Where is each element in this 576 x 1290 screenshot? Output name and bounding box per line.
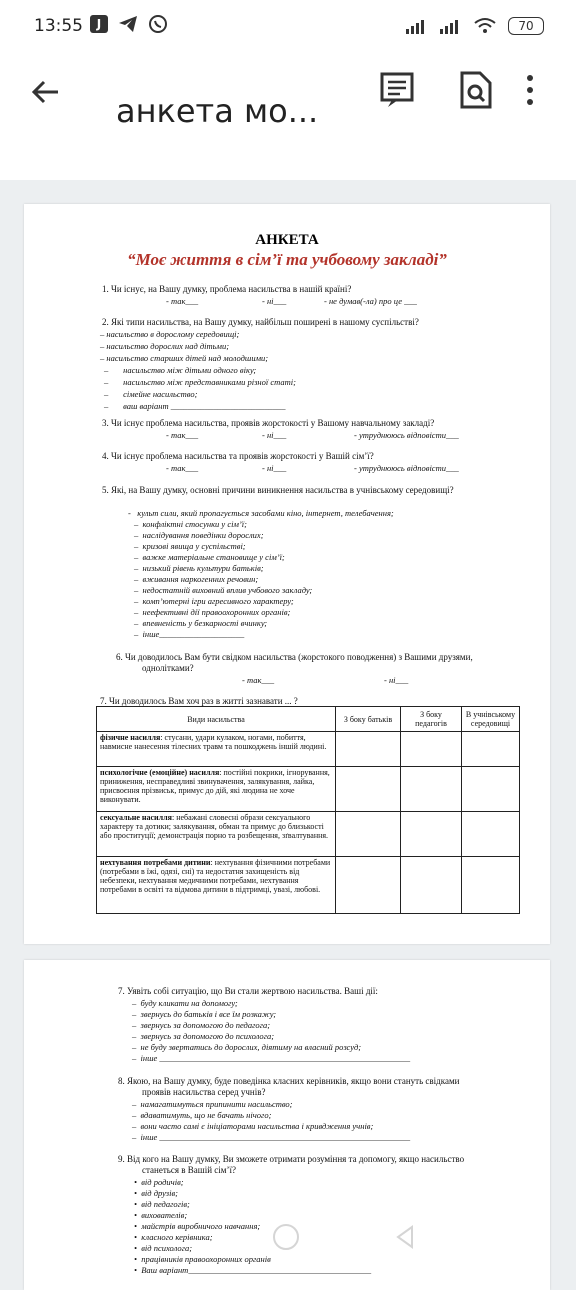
battery-indicator: 70 [508, 17, 544, 35]
table-cell-empty [462, 732, 520, 767]
back-nav-icon[interactable] [390, 1222, 420, 1252]
q4-option: - ні___ [262, 463, 287, 473]
status-bar [0, 0, 576, 56]
question-7b: 7. Уявіть собі ситуацію, що Ви стали жертвою насильства. Ваші дії: [118, 986, 378, 996]
app-notification-icon: J [90, 15, 108, 33]
q1-option: - так___ [166, 296, 199, 306]
q3-option: - утруднююсь відповісти___ [354, 430, 459, 440]
table-cell-empty [336, 812, 401, 857]
q8-option: – інше ___________________________________________________________ [132, 1132, 411, 1142]
table-cell-empty [401, 812, 462, 857]
q2-option: – насильство між представниками різної статі; [104, 377, 296, 387]
telegram-icon [118, 15, 138, 33]
q9-option: • вихователів; [134, 1210, 188, 1220]
document-title: анкета мо... [116, 92, 319, 130]
q5-option: – наслідування поведінки дорослих; [134, 530, 264, 540]
q5-option: – вживання наркогенних речовин; [134, 574, 259, 584]
table-cell-empty [401, 767, 462, 812]
q1-option: - не думав(-ла) про це ___ [324, 296, 417, 306]
table-cell: фізичне насилля: стусани, удари кулаком, ногами, побиття, навмисне нанесення тілесних травм та пошкоджень іншій людині. [97, 732, 336, 767]
q4-option: - утруднююсь відповісти___ [354, 463, 459, 473]
q9-option: • класного керівника; [134, 1232, 213, 1242]
question-9-cont: станеться в Вашій сім’ї? [142, 1165, 236, 1175]
q5-option: – впевненість у безкарності вчинку; [134, 618, 268, 628]
q5-option: - культ сили, який пропагується засобами кіно, інтернет, телебачення; [128, 508, 394, 518]
table-cell-empty [401, 857, 462, 914]
table-cell: сексуальне насилля: небажані словесні образи сексуального характеру та дотики; залякування, обман та примус до близькості або проституції; демонстрація порно та розбещення, зґвалтування. [97, 812, 336, 857]
q9-option: • працівників правоохоронних органів [134, 1254, 271, 1264]
wifi-icon [474, 17, 496, 35]
app-bar [0, 56, 576, 180]
q7b-option: – інше ___________________________________________________________ [132, 1053, 411, 1063]
q5-option: – неефективні дії правоохоронних органів; [134, 607, 291, 617]
question-8-cont: проявів насильства серед учнів? [142, 1087, 266, 1097]
table-header: З боку батьків [336, 707, 401, 732]
q2-option: – ваш варіант ___________________________ [104, 401, 286, 411]
q9-option: • від педагогів; [134, 1199, 190, 1209]
q6-option: - так___ [242, 675, 275, 685]
question-2: 2. Які типи насильства, на Вашу думку, найбільш поширені в нашому суспільстві? [102, 317, 419, 327]
table-cell-empty [462, 857, 520, 914]
q7b-option: – не буду звертатись до дорослих, діятиму на власний розсуд; [132, 1042, 362, 1052]
q5-option: – конфліктні стосунки у сім’ї; [134, 519, 247, 529]
question-5: 5. Які, на Вашу думку, основні причини виникнення насильства в учнівському середовищі? [102, 485, 454, 495]
table-cell-empty [336, 857, 401, 914]
status-time: 13:55 [34, 16, 83, 36]
question-3: 3. Чи існує проблема насильства, проявів жорстокості у Вашому навчальному закладі? [102, 418, 435, 428]
q8-option: – вони часто самі є ініціаторами насильства і кривдження учнів; [132, 1121, 374, 1131]
q7b-option: – звернусь за допомогою до педагога; [132, 1020, 271, 1030]
table-cell-empty [336, 767, 401, 812]
q9-option: • від психолога; [134, 1243, 193, 1253]
question-9: 9. Від кого на Вашу думку, Ви зможете отримати розуміння та допомогу, якщо насильство [118, 1154, 465, 1164]
table-row [97, 857, 520, 914]
q5-option: – важке матеріальне становище у сім’ї; [134, 552, 285, 562]
table-cell: психологічне (емоційне) насилля: постійні покрики, ігнорування, приниження, несправедливі звинувачення, залякування, лайка, присвоєння прізвиськ, примус до дій, які людина не хоче виконувати. [97, 767, 336, 812]
q8-option: – вдаватимуть, що не бачать нічого; [132, 1110, 272, 1120]
q1-option: - ні___ [262, 296, 287, 306]
q5-option: – комп’ютерні ігри агресивного характеру; [134, 596, 294, 606]
find-in-document-icon[interactable] [456, 70, 496, 110]
comment-icon[interactable] [378, 70, 418, 110]
question-6-cont: однолітками? [142, 663, 194, 673]
table-header: Види насильства [97, 707, 336, 732]
q5-option: – кризові явища у суспільстві; [134, 541, 246, 551]
table-cell-empty [462, 812, 520, 857]
q7b-option: – звернусь за допомогою до психолога; [132, 1031, 275, 1041]
q9-option: • від друзів; [134, 1188, 179, 1198]
q8-option: – намагатимуться припинити насильство; [132, 1099, 293, 1109]
table-row [97, 767, 520, 812]
q9-option: • Ваш варіант___________________________________________ [134, 1265, 372, 1275]
q4-option: - так___ [166, 463, 199, 473]
back-arrow-icon[interactable] [28, 74, 64, 110]
q3-option: - ні___ [262, 430, 287, 440]
q5-option: – інше____________________ [134, 629, 245, 639]
q6-option: - ні___ [384, 675, 409, 685]
q3-option: - так___ [166, 430, 199, 440]
table-cell: нехтування потребами дитини: нехтування фізичними потребами (потребами в їжі, одязі, сні) та недостатня захищеність від небезпеки, нехтування медичними потребами, нехтування потребами в освіті та відмова дитини в підтримці, увазі, любові. [97, 857, 336, 914]
question-8: 8. Якою, на Вашу думку, буде поведінка класних керівників, якщо вони стануть свідками [118, 1076, 460, 1086]
question-6: 6. Чи доводилось Вам бути свідком насильства (жорстокого поводження) з Вашими друзями, [116, 652, 473, 662]
q2-option: – насильство між дітьми одного віку; [104, 365, 257, 375]
question-1: 1. Чи існує, на Вашу думку, проблема насильства в нашій країні? [102, 284, 352, 294]
q2-option: – насильство в дорослому середовищі; [100, 329, 240, 339]
survey-title: АНКЕТА [255, 232, 319, 248]
q7b-option: – буду кликати на допомогу; [132, 998, 238, 1008]
question-7: 7. Чи доводилось Вам хоч раз в житті зазнавати ... ? [100, 696, 298, 706]
more-options-icon[interactable] [520, 70, 540, 110]
q9-option: • від родичів; [134, 1177, 184, 1187]
table-cell-empty [401, 732, 462, 767]
q2-option: – насильство старших дітей над молодшими; [100, 353, 269, 363]
q9-option: • майстрів виробничого навчання; [134, 1221, 261, 1231]
signal-icon-2 [440, 18, 462, 34]
viber-icon [148, 14, 168, 34]
table-header: В учнівському середовищі [462, 707, 520, 732]
document-page-1 [24, 204, 550, 944]
table-cell-empty [462, 767, 520, 812]
q2-option: – сімейне насильство; [104, 389, 198, 399]
home-nav-icon[interactable] [271, 1222, 301, 1252]
q7b-option: – звернусь до батьків і все їм розкажу; [132, 1009, 277, 1019]
system-icons [406, 17, 544, 35]
question-4: 4. Чи існує проблема насильства та проявів жорстокості у Вашій сім’ї? [102, 451, 374, 461]
table-header: З боку педагогів [401, 707, 462, 732]
notification-icons [90, 14, 168, 34]
table-cell-empty [336, 732, 401, 767]
violence-types-table [96, 706, 520, 914]
table-header-row [97, 707, 520, 732]
q5-option: – низький рівень культури батьків; [134, 563, 264, 573]
signal-icon [406, 18, 428, 34]
table-row [97, 732, 520, 767]
survey-subtitle: “Моє життя в сім’ї та учбовому закладі” [127, 250, 447, 269]
q2-option: – насильство дорослих над дітьми; [100, 341, 230, 351]
table-row [97, 812, 520, 857]
q5-option: – недостатній виховний вплив учбового закладу; [134, 585, 313, 595]
